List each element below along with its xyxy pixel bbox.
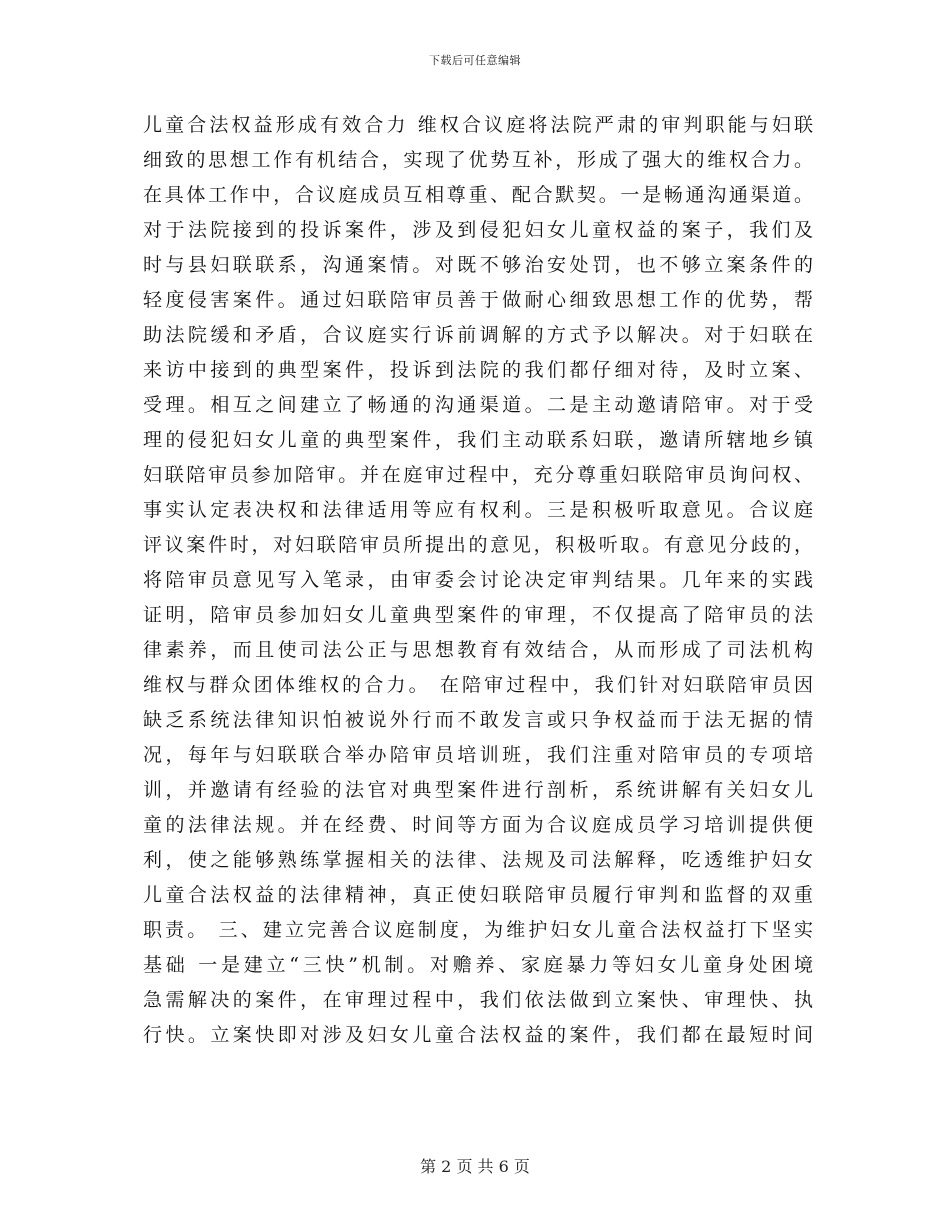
- body-line: 将陪审员意见写入笔录，由审委会讨论决定审判结果。几年来的实践: [143, 569, 813, 591]
- body-line: 训，并邀请有经验的法官对典型案件进行剖析，系统讲解有关妇女儿: [143, 779, 813, 801]
- body-line: 来访中接到的典型案件，投诉到法院的我们都仔细对待，及时立案、: [143, 359, 813, 381]
- body-line: 缺乏系统法律知识怕被说外行而不敢发言或只争权益而于法无据的情: [143, 709, 813, 731]
- body-line: 童的法律法规。并在经费、时间等方面为合议庭成员学习培训提供便: [143, 814, 813, 836]
- body-line: 儿童合法权益的法律精神，真正使妇联陪审员履行审判和监督的双重: [143, 884, 813, 906]
- body-line: 事实认定表决权和法律适用等应有权利。三是积极听取意见。合议庭: [143, 499, 813, 521]
- page-header: 下载后可任意编辑: [429, 54, 521, 67]
- body-line: 细致的思想工作有机结合，实现了优势互补，形成了强大的维权合力。: [143, 149, 813, 171]
- body-line: 妇联陪审员参加陪审。并在庭审过程中，充分尊重妇联陪审员询问权、: [143, 464, 813, 486]
- body-line: 评议案件时，对妇联陪审员所提出的意见，积极听取。有意见分歧的，: [143, 534, 813, 556]
- body-line: 时与县妇联联系，沟通案情。对既不够治安处罚，也不够立案条件的: [143, 254, 813, 276]
- body-line: 急需解决的案件，在审理过程中，我们依法做到立案快、审理快、执: [143, 989, 813, 1011]
- body-line: 在具体工作中，合议庭成员互相尊重、配合默契。一是畅通沟通渠道。: [143, 184, 813, 206]
- body-line: 基础 一是建立“三快”机制。对赡养、家庭暴力等妇女儿童身处困境: [143, 954, 813, 976]
- body-line: 利，使之能够熟练掌握相关的法律、法规及司法解释，吃透维护妇女: [143, 849, 813, 871]
- body-line: 理的侵犯妇女儿童的典型案件，我们主动联系妇联，邀请所辖地乡镇: [143, 429, 813, 451]
- body-line: 职责。 三、建立完善合议庭制度，为维护妇女儿童合法权益打下坚实: [143, 919, 813, 941]
- body-line: 况，每年与妇联联合举办陪审员培训班，我们注重对陪审员的专项培: [143, 744, 813, 766]
- body-line: 对于法院接到的投诉案件，涉及到侵犯妇女儿童权益的案子，我们及: [143, 219, 813, 241]
- body-line: 助法院缓和矛盾，合议庭实行诉前调解的方式予以解决。对于妇联在: [143, 324, 813, 346]
- body-line: 儿童合法权益形成有效合力 维权合议庭将法院严肃的审判职能与妇联: [143, 114, 813, 136]
- body-line: 维权与群众团体维权的合力。 在陪审过程中，我们针对妇联陪审员因: [143, 674, 813, 696]
- body-line: 证明，陪审员参加妇女儿童典型案件的审理，不仅提高了陪审员的法: [143, 604, 813, 626]
- page-footer: 第 2 页 共 6 页: [420, 1157, 530, 1176]
- body-line: 受理。相互之间建立了畅通的沟通渠道。二是主动邀请陪审。对于受: [143, 394, 813, 416]
- body-line: 轻度侵害案件。通过妇联陪审员善于做耐心细致思想工作的优势，帮: [143, 289, 813, 311]
- body-line: 律素养，而且使司法公正与思想教育有效结合，从而形成了司法机构: [143, 639, 813, 661]
- document-body: [143, 108, 813, 1053]
- body-line: 行快。立案快即对涉及妇女儿童合法权益的案件，我们都在最短时间: [143, 1024, 813, 1046]
